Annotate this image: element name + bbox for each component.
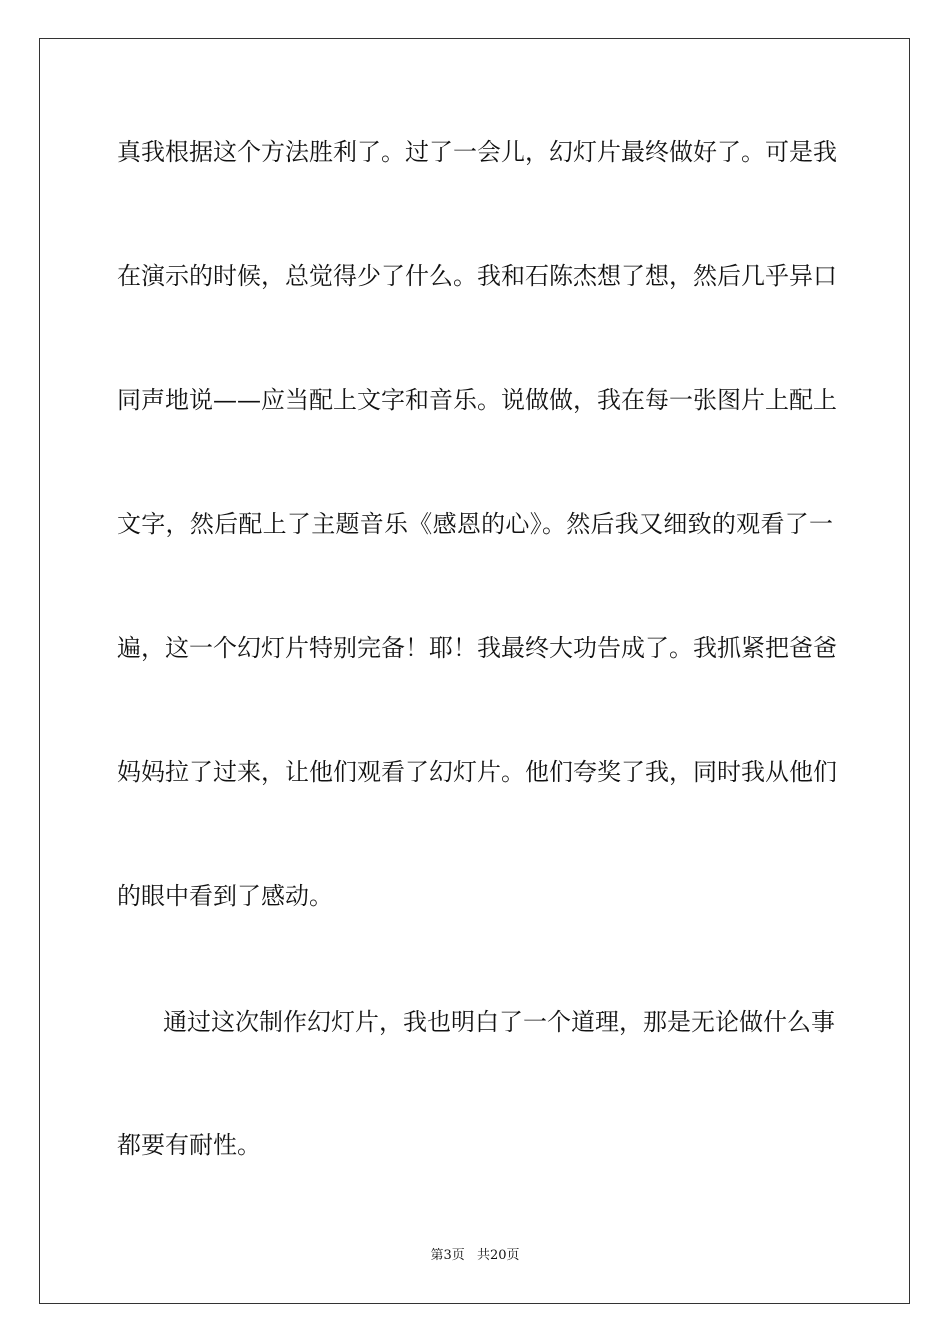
text-line: 的眼中看到了感动。 [117, 882, 333, 910]
page-number: 第3页 [430, 1248, 465, 1263]
text-line: 都要有耐性。 [117, 1131, 261, 1159]
text-line: 同声地说——应当配上文字和音乐。说做做，我在每一张图片上配上 [117, 386, 837, 414]
text-line: 妈妈拉了过来，让他们观看了幻灯片。他们夸奖了我，同时我从他们 [117, 758, 837, 786]
page-frame [39, 38, 910, 1304]
text-line: 真我根据这个方法胜利了。过了一会儿，幻灯片最终做好了。可是我 [117, 138, 837, 166]
text-line: 通过这次制作幻灯片，我也明白了一个道理，那是无论做什么事 [163, 1008, 835, 1036]
text-line: 遍，这一个幻灯片特别完备！耶！我最终大功告成了。我抓紧把爸爸 [117, 634, 837, 662]
page-total: 共20页 [476, 1248, 520, 1263]
page-footer [0, 1247, 950, 1265]
text-line: 在演示的时候，总觉得少了什么。我和石陈杰想了想，然后几乎异口 [117, 262, 837, 290]
text-line: 文字，然后配上了主题音乐《感恩的心》。然后我又细致的观看了一 [117, 510, 833, 538]
